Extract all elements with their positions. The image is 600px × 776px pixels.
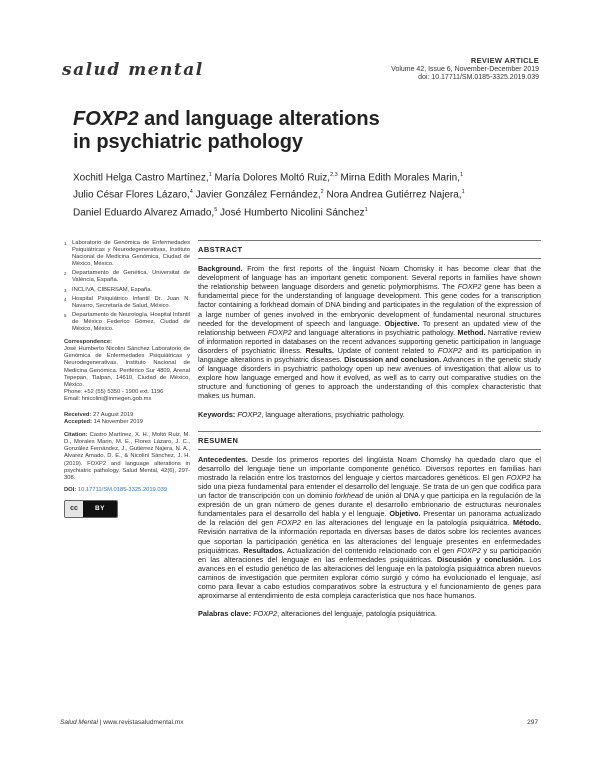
accepted-label: Accepted: (64, 419, 93, 426)
affiliation-item (64, 312, 190, 333)
body-text: ha sido una pieza fundamental para entender el desarrollo del lenguaje. Se trata de un gen que codifica para un factor de transcripción con un dominio (198, 472, 541, 501)
body-text: en las alteraciones del lenguaje en la patología psiquiátrica. (300, 518, 514, 528)
article-title (73, 108, 493, 154)
body-text: and its participation in language alterations in psychiatric diseases. (198, 345, 541, 365)
author-name: José Humberto Nicolini Sánchez (220, 206, 365, 218)
received-label: Received: (64, 411, 92, 418)
affiliation-number: 2 (64, 271, 67, 277)
author-affiliation-sup: 1 (208, 172, 212, 178)
section-label: Método. (513, 518, 541, 528)
cc-license-badge[interactable] (64, 500, 118, 518)
by-icon: BY (83, 501, 117, 517)
footer-journal (60, 719, 183, 726)
author-affiliation-sup: 2 (320, 189, 324, 196)
article-dates (64, 412, 190, 426)
body-text: and language alterations in psychiatric pathology. (291, 327, 458, 337)
body-text: From the first reports of the linguist Noam Chomsky it has become clear that the development of language has an important genetic component. Several reports in families have shown the relationship between language disorders and genetic polymorphisms. The (198, 264, 541, 292)
footer-journal-name: Salud Mental (60, 719, 98, 726)
footer-site[interactable]: | www.revistasaludmental.mx (97, 719, 184, 726)
author-name: Julio César Flores Lázaro, (73, 189, 190, 201)
section-label: Results. (305, 345, 334, 355)
body-text: Narrative review of information reported in databases on the recent advances supporting genetic participation in language disorders of psychiatric illness. (198, 327, 541, 355)
doi-label: DOI: (64, 486, 77, 493)
section-label: Antecedentes. (198, 454, 248, 464)
title-line1-rest: and language alterations (138, 108, 380, 130)
section-label: Method. (457, 327, 486, 337)
sidebar-column (64, 240, 190, 518)
author-name: María Dolores Moltó Ruiz, (214, 172, 331, 184)
author-affiliation-sup: 5 (214, 206, 218, 213)
divider (198, 431, 541, 432)
header-doi: doi: 10.17711/SM.0185-3325.2019.039 (418, 74, 539, 81)
author-affiliation-sup: 1 (461, 189, 465, 196)
section-label: Background. (198, 264, 243, 274)
cc-icon: cc (65, 501, 83, 517)
body-text: Update of content related to (333, 345, 438, 355)
accepted-date: 14 November 2019 (92, 419, 143, 426)
article-type: REVIEW ARTICLE (470, 56, 539, 65)
body-text: Advances in the genetic study of language disorders in psychiatric pathology open up new avenues of investigation that allow us to explore how language emerged and how it evolved, as well as to carry out comparative studies on the structure and functioning of genes to approach the understanding of this complex characteristic that makes us human. (198, 355, 542, 401)
page-number: 297 (527, 719, 538, 726)
correspondence-phone: Phone: +52 (55) 5350 - 1900 ext. 1196 (64, 388, 164, 395)
journal-logo: salud mental (62, 60, 204, 80)
citation-text: Castro Martínez, X. H., Moltó Ruiz, M. D., Morales Marin, M. E., Flores Lázaro, J. C., González Fernández, J., Gutiérrez Najera, N. A., Alvarez Amado, D. E., & Nicolini Sánchez, J. H. (2019). FOXP2 and language alterations in psychiatric pathology. Salud Mental, 42(6), 297-308. (64, 432, 190, 481)
italic-term: FOXP2 (437, 345, 462, 355)
italic-term: FOXP2 (457, 282, 482, 292)
section-label: Objective. (384, 318, 420, 328)
author-name: Xochitl Helga Castro Martínez, (73, 172, 209, 184)
italic-term: FOXP2 (456, 545, 481, 555)
affiliation-text: Departamento de Neurología, Hospital Infantil de México Federico Gómez, Ciudad de México, México. (72, 311, 190, 333)
title-gene: FOXP2 (73, 108, 139, 130)
abstract-text (198, 264, 541, 400)
affiliation-number: 5 (64, 312, 67, 318)
body-text: Actualización del contenido relacionado con el gen (284, 545, 457, 555)
author-name: Daniel Eduardo Alvarez Amado, (73, 206, 215, 218)
keywords-gene: FOXP2 (253, 609, 278, 619)
keywords-label: Keywords: (198, 409, 236, 419)
citation-block (64, 432, 190, 482)
body-text: gene has been a fundamental piece for the understanding of language development. This gene codes for a transcription factor containing a forkhead domain of DNA binding and participates in the regulation of the expression of a large number of genes involved in the embryonic development of fundamental neuronal structures needed for the development of speech and language. (198, 282, 541, 328)
keywords-gene: FOXP2 (237, 409, 262, 419)
author-affiliation-sup: 1 (364, 206, 368, 213)
doi-block (64, 487, 190, 494)
affiliation-item (64, 240, 190, 268)
affiliation-number: 1 (64, 241, 67, 246)
body-text: Presentar un panorama actualizado de la relación del gen (198, 509, 541, 528)
author-affiliation-sup: 1 (459, 172, 464, 178)
received-date: 27 August 2019 (91, 411, 134, 418)
affiliation-text: Laboratorio de Genómica de Enfermedades Psiquiátricas y Neurodegenerativas, Instituto Nacional de Medicina Genómica, Ciudad de México, México. (72, 240, 190, 268)
body-text: Los avances en el estudio genético de las alteraciones del lenguaje en la patología psiquiátrica abren nuevos caminos de investigación que permiten explorar cómo surgió y cómo ha evolucionado el lenguaje, así como para llevar a cabo estudios comparativos sobre la estructura y el funcionamiento de genes para aproximarse al entendimiento de esta compleja característica que nos hace humanos. (198, 554, 541, 601)
affiliation-text: INCLIVA, CIBERSAM, España. (72, 286, 153, 293)
divider (198, 240, 541, 241)
body-text: Revisión narrativa de la información reportada en diversas bases de datos sobre los recientes avances que soportan la participación genética en las alteraciones del lenguaje presentes en enfermedades psiquiátricas. (198, 527, 541, 555)
volume-issue: Volume 42, Issue 6, November-December 2019 (391, 65, 539, 73)
author-name: Javier González Fernández, (195, 189, 321, 201)
keywords-text: , alteraciones del lenguaje, patología psiquiátrica. (277, 609, 437, 619)
author-name: Nora Andrea Gutiérrez Najera, (326, 189, 462, 201)
body-text: To present an updated view of the relationship between (198, 318, 541, 337)
resumen-keywords (198, 609, 541, 618)
affiliation-number: 3 (64, 287, 67, 293)
doi-link[interactable]: 10.17711/SM.0185-3325.2019.039 (77, 486, 168, 493)
resumen-text (198, 455, 541, 601)
section-label: Resultados. (243, 545, 285, 555)
resumen-heading: RESUMEN (198, 435, 239, 445)
author-list (73, 168, 543, 220)
main-column (198, 240, 541, 630)
affiliation-item (64, 296, 190, 310)
italic-term: FOXP2 (506, 472, 531, 482)
body-text: de unión al DNA y que participa en la regulación de la expresión de un gran número de genes durante el desarrollo embrionario de estructuras neuronales fundamentales para el desarrollo del habla y el lenguaje. (198, 491, 541, 519)
abstract-keywords (198, 410, 541, 419)
article-header-info (391, 57, 539, 83)
divider (198, 449, 541, 450)
affiliation-item (64, 270, 190, 284)
correspondence-text: José Humberto Nicolini Sánchez Laboratorio de Genómica de Enfermedades Psiquiátricas y Neurodegenerativas, Instituto Nacional de Medicina Genómica. Periférico Sur 4809, Arenal Tepepan, Tlalpan, 14610, Ciudad de México, México. (64, 346, 190, 388)
title-line2: in psychiatric pathology (73, 131, 304, 153)
affiliation-number: 4 (64, 296, 67, 302)
author-affiliation-sup: 4 (189, 189, 193, 196)
section-label: Objetivo. (389, 509, 421, 519)
author-name: Mirna Edith Morales Marin, (340, 172, 460, 184)
affiliation-text: Hospital Psiquiátrico Infantil Dr. Juan N. Navarro, Secretaría de Salud, México. (72, 295, 190, 309)
italic-term: forkhead (334, 491, 364, 501)
affiliation-item (64, 287, 190, 294)
divider (198, 258, 541, 259)
abstract-heading: ABSTRACT (198, 245, 243, 254)
italic-term: FOXP2 (267, 327, 292, 337)
affiliation-text: Departamento de Genética, Universitat de València, España. (72, 270, 190, 284)
section-label: Discusión y conclusión. (437, 554, 525, 564)
correspondence-heading: Correspondence: (64, 339, 112, 346)
keywords-label: Palabras clave: (198, 609, 252, 619)
citation-label: Citation: (64, 432, 88, 439)
author-affiliation-sup: 2,3 (330, 172, 338, 178)
correspondence-email[interactable]: Email: hnicolini@inmegen.gob.mx (64, 395, 152, 402)
keywords-text: , language alterations, psychiatric pathology. (261, 409, 405, 419)
body-text: Desde los primeros reportes del lingüista Noam Chomsky ha quedado claro que el desarrollo del lenguaje tiene un importante componente genético. Diversos reportes en familias han mostrado la relación entre los trastornos del lenguaje y ciertos marcadores genéticos. El gen (198, 454, 541, 482)
italic-term: FOXP2 (276, 518, 301, 528)
affiliation-list (64, 240, 190, 333)
body-text: y su participación en las alteraciones del lenguaje en las enfermedades psiquiátricas. (198, 545, 541, 564)
section-label: Discussion and conclusion. (344, 355, 442, 365)
